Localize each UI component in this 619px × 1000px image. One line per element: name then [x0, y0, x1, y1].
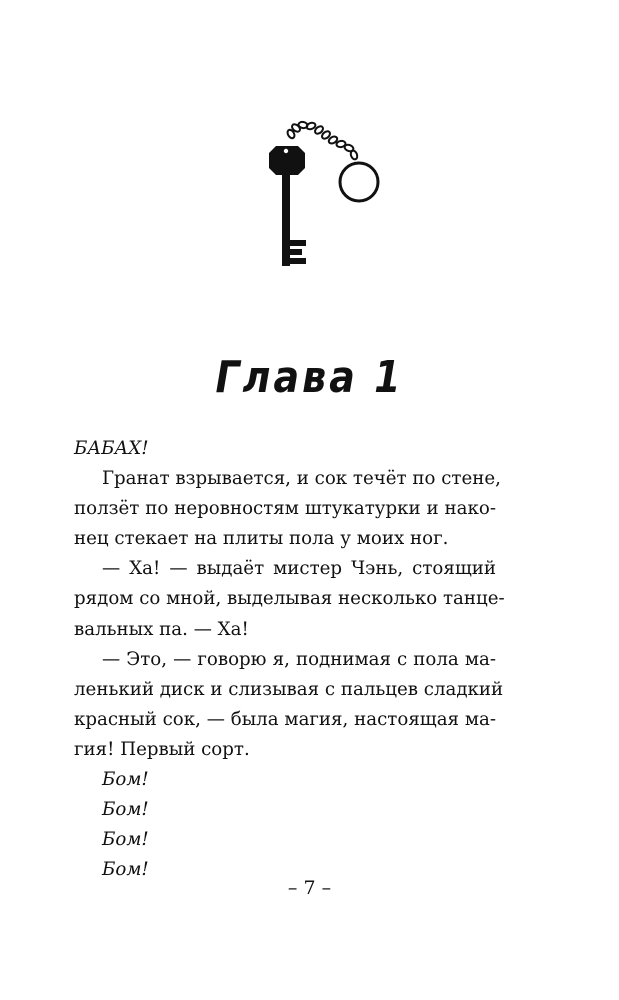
text-line: гия! Первый сорт. [74, 738, 250, 760]
key-ring [340, 163, 378, 201]
text-line: нец стекает на плиты пола у моих ног. [74, 528, 449, 550]
text-line: ленький диск и слизывая с пальцев сладкий [74, 678, 504, 700]
text-line: Бом! [102, 769, 149, 791]
text-line: Бом! [102, 859, 149, 881]
text-line: ползёт по неровностям штукатурки и нако- [74, 498, 496, 520]
text-line: красный сок, — была магия, настоящая ма- [74, 708, 496, 730]
text-line: Бом! [102, 799, 149, 821]
text-line: вальных па. — Ха! [74, 618, 249, 640]
text-line: БАБАХ! [74, 438, 149, 459]
key-illustration [262, 118, 392, 273]
key-bit [288, 240, 306, 246]
key-on-chain-icon [262, 118, 392, 273]
text-line: рядом со мной, выделывая несколько танце- [74, 588, 505, 610]
text-line: — Ха! — выдаёт мистер Чэнь, стоящий [102, 558, 496, 580]
chapter-title: Глава 1 [215, 351, 404, 403]
text-line: — Это, — говорю я, поднимая с пола ма- [102, 648, 496, 670]
page-number: – 7 – [287, 877, 332, 899]
text-line: Гранат взрывается, и сок течёт по стене, [102, 468, 501, 490]
text-line: Бом! [102, 829, 149, 851]
chapter-text [74, 434, 505, 885]
